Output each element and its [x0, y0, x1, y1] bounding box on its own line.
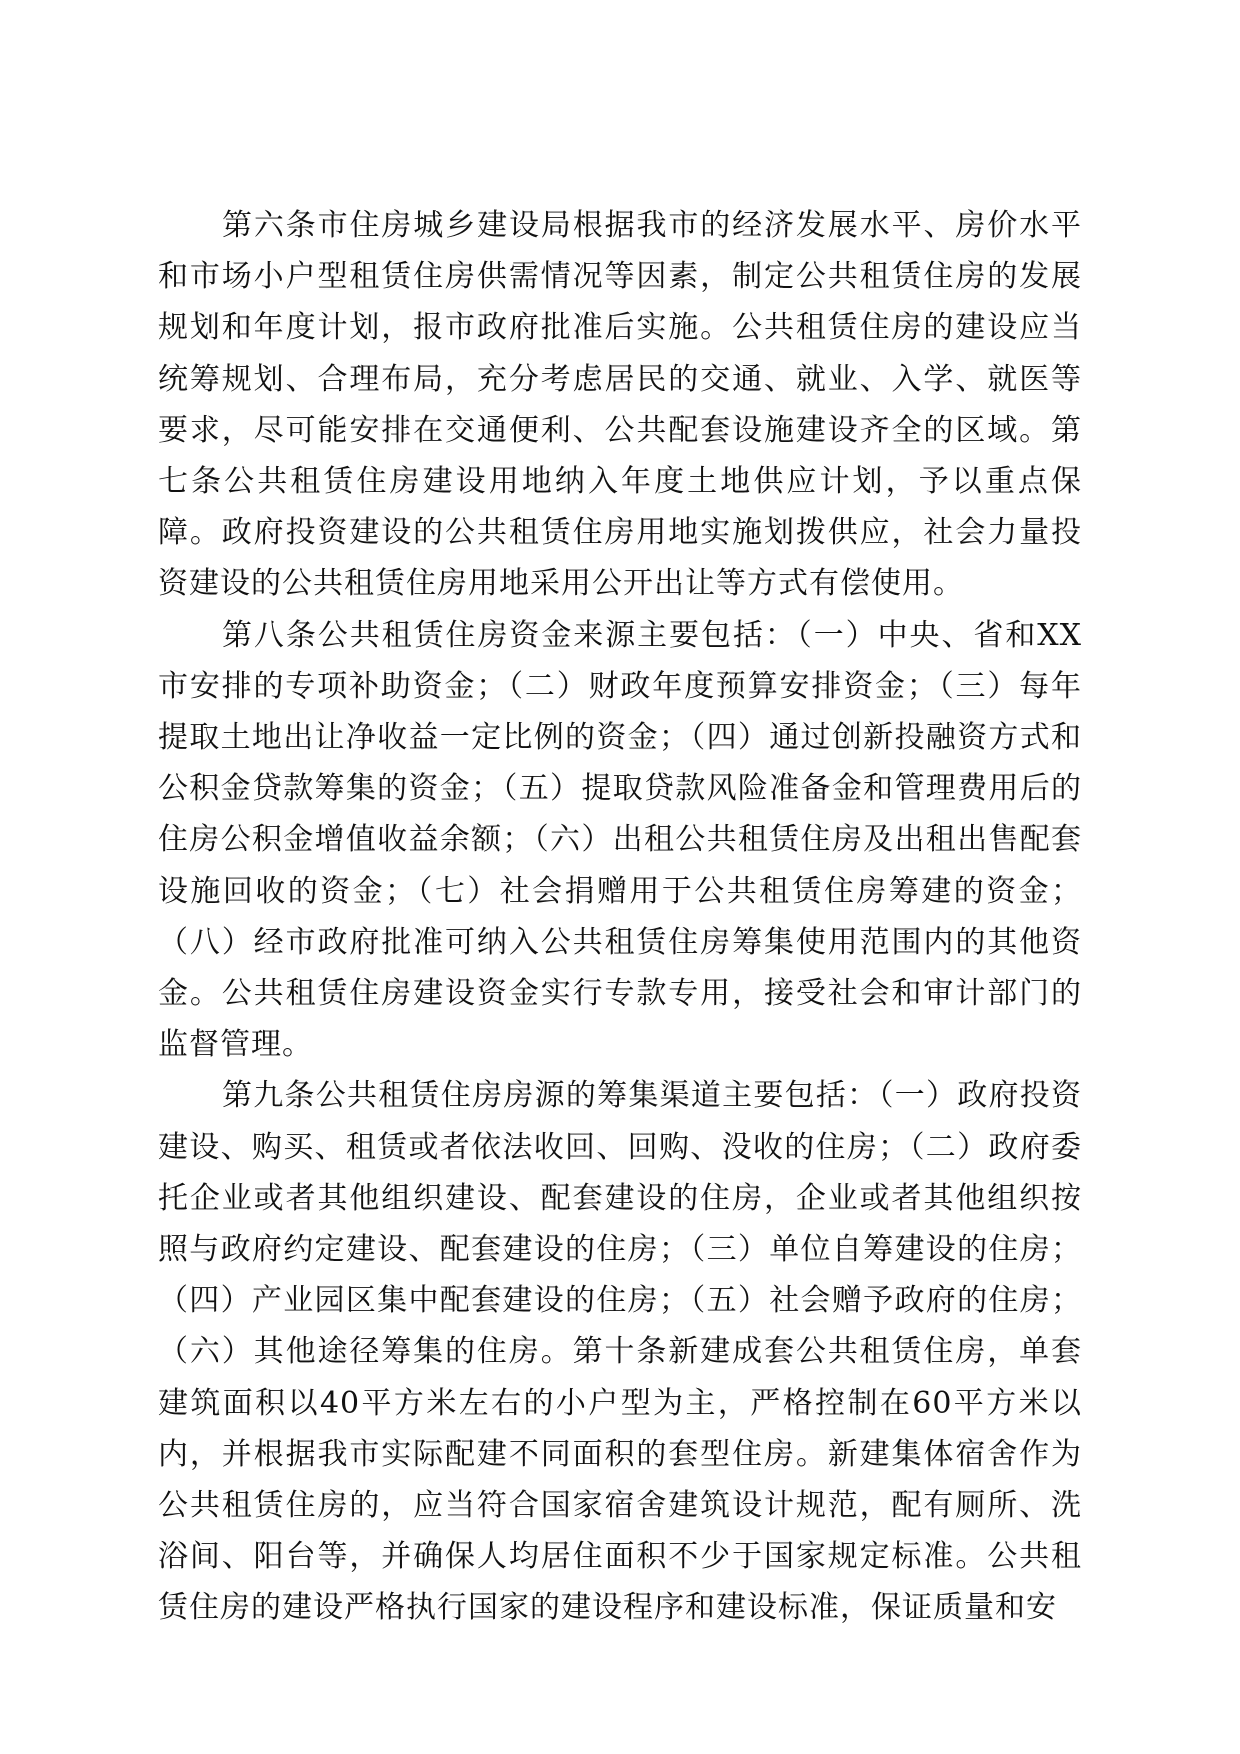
paragraph-article-8: 第八条公共租赁住房资金来源主要包括：（一）中央、省和XX市安排的专项补助资金；（二）财政年度预算安排资金；（三）每年提取土地出让净收益一定比例的资金；（四）通过创新投融资方式和公积金贷款筹集的资金；（五）提取贷款风险准备金和管理费用后的住房公积金增值收益余额；（六）出租公共租赁住房及出租出售配套设施回收的资金；（七）社会捐赠用于公共租赁住房筹建的资金；（八）经市政府批准可纳入公共租赁住房筹集使用范围内的其他资金。公共租赁住房建设资金实行专款专用，接受社会和审计部门的监督管理。 — [158, 617, 1082, 1063]
paragraph-article-9-10: 第九条公共租赁住房房源的筹集渠道主要包括：（一）政府投资建设、购买、租赁或者依法收回、回购、没收的住房；（二）政府委托企业或者其他组织建设、配套建设的住房，企业或者其他组织按照与政府约定建设、配套建设的住房；（三）单位自筹建设的住房；（四）产业园区集中配套建设的住房；（五）社会赠予政府的住房；（六）其他途径筹集的住房。第十条新建成套公共租赁住房，单套建筑面积以40平方米左右的小户型为主，严格控制在60平方米以内，并根据我市实际配建不同面积的套型住房。新建集体宿舍作为公共租赁住房的，应当符合国家宿舍建筑设计规范，配有厕所、洗浴间、阳台等，并确保人均居住面积不少于国家规定标准。公共租赁住房的建设严格执行国家的建设程序和建设标准，保证质量和安 — [158, 1078, 1082, 1626]
document-body — [158, 200, 1082, 1634]
paragraph-article-6-7: 第六条市住房城乡建设局根据我市的经济发展水平、房价水平和市场小户型租赁住房供需情况等因素，制定公共租赁住房的发展规划和年度计划，报市政府批准后实施。公共租赁住房的建设应当统筹规划、合理布局，充分考虑居民的交通、就业、入学、就医等要求，尽可能安排在交通便利、公共配套设施建设齐全的区域。第七条公共租赁住房建设用地纳入年度土地供应计划，予以重点保障。政府投资建设的公共租赁住房用地实施划拨供应，社会力量投资建设的公共租赁住房用地采用公开出让等方式有偿使用。 — [158, 208, 1082, 602]
